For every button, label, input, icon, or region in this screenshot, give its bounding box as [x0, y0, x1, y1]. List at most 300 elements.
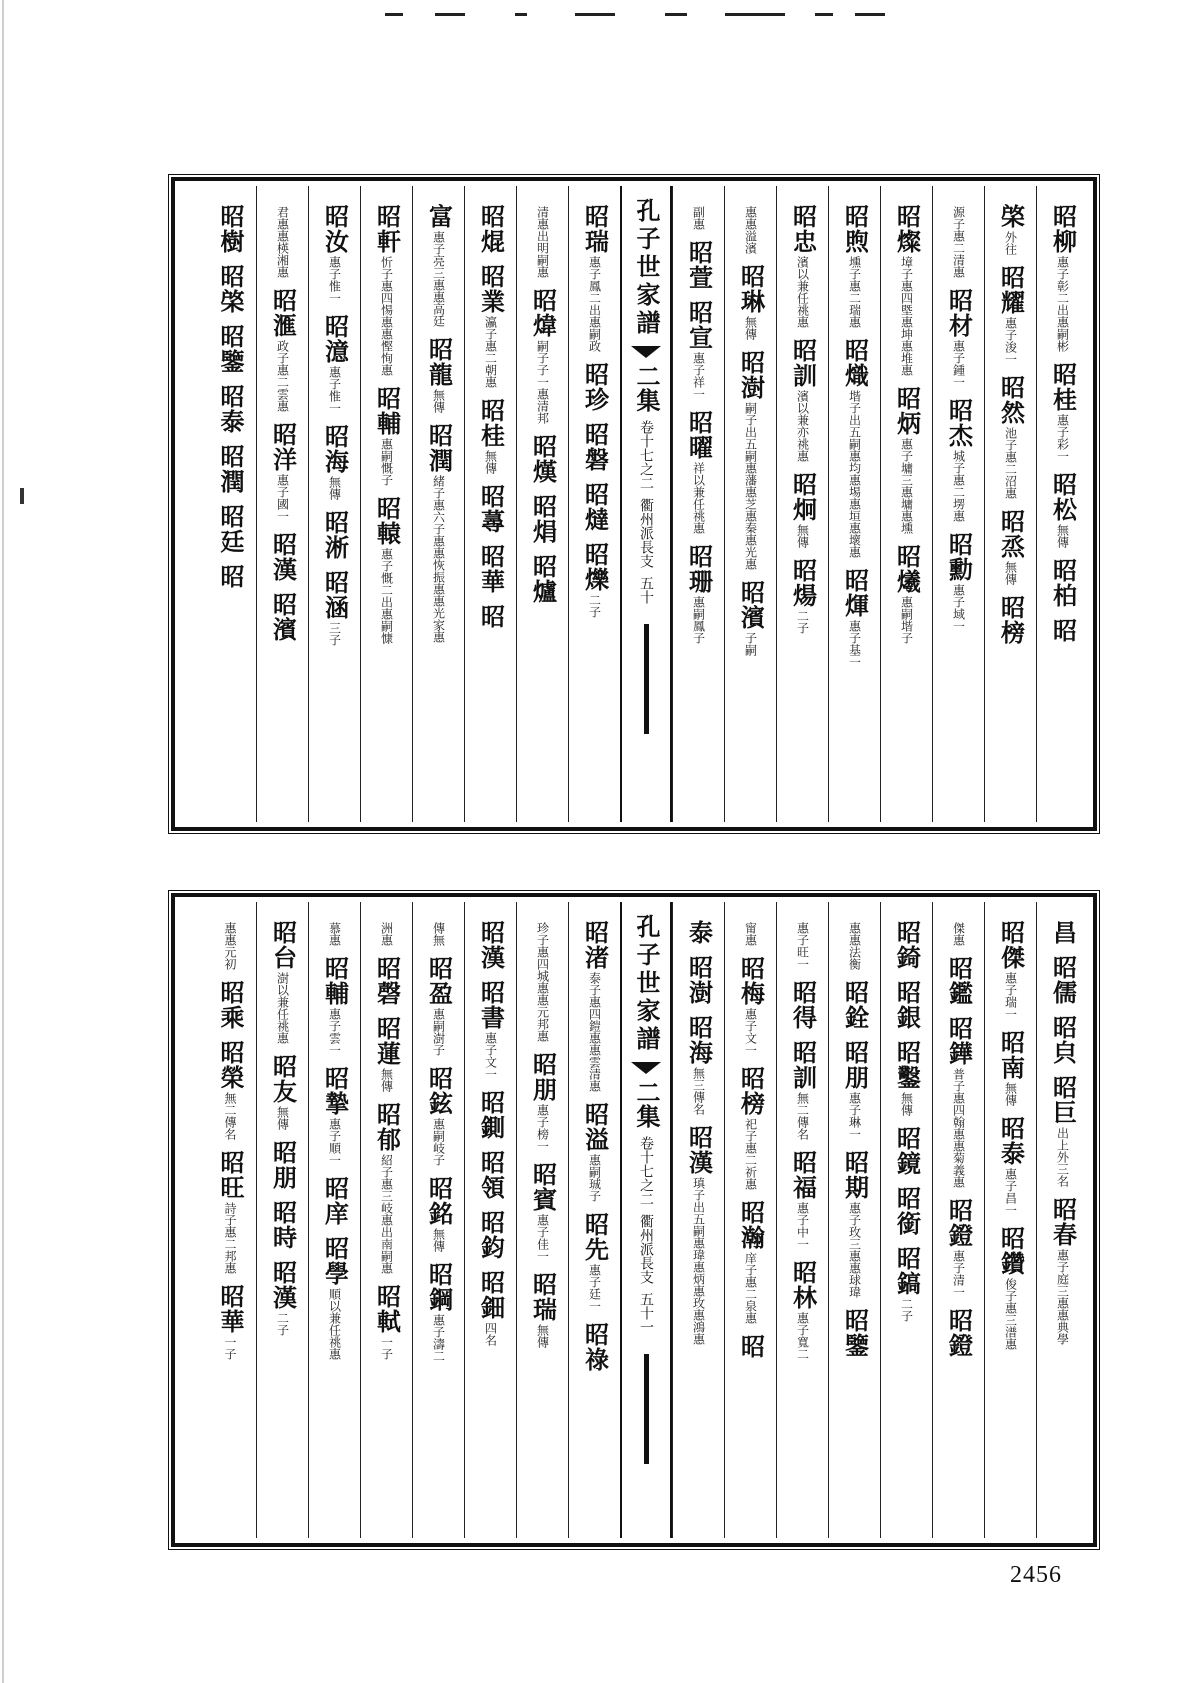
- person-name: 昭燦: [892, 204, 922, 254]
- person-name: 昭瑞: [580, 204, 610, 254]
- genealogy-column: [776, 186, 828, 822]
- person-entry: [270, 592, 296, 642]
- person-note: 惠子文一: [743, 1008, 758, 1056]
- person-name: 昭煒: [528, 288, 558, 338]
- person-entry: [426, 956, 452, 1056]
- person-note: 惠惠法衡: [847, 922, 862, 970]
- genealogy-column: [516, 186, 568, 822]
- person-entry: [998, 509, 1024, 585]
- person-name: 昭漢: [268, 1260, 298, 1310]
- person-entry: [894, 1246, 920, 1322]
- person-note: 嗣子子一惠清邦: [535, 340, 550, 424]
- person-note: 傑惠: [951, 922, 966, 946]
- book-title: 孔子世家譜: [632, 198, 661, 338]
- person-note: 出上外三名: [1055, 1127, 1070, 1187]
- person-name: 昭溢: [580, 1102, 610, 1152]
- person-name: 昭軒: [372, 204, 402, 254]
- person-name: 昭柏: [1048, 558, 1078, 608]
- person-entry: [270, 920, 296, 1044]
- person-note: 無傳: [795, 524, 810, 548]
- person-name: 昭炯: [788, 472, 818, 522]
- person-name: 昭琳: [736, 264, 766, 314]
- person-name: 昭龍: [424, 337, 454, 387]
- person-note: 君惠惠楧湘惠: [275, 206, 290, 278]
- person-name: 昭潤: [216, 444, 245, 494]
- genealogy-column: [412, 902, 464, 1538]
- person-entry: [894, 204, 920, 376]
- person-name: 昭泰: [216, 384, 245, 434]
- person-entry: [1050, 204, 1076, 352]
- genealogy-column: [568, 902, 620, 1538]
- person-entry: [478, 484, 504, 534]
- genealogy-panel-upper: [171, 177, 1097, 831]
- person-entry: [998, 204, 1024, 255]
- chapter-label: 卷十七之二: [638, 1136, 654, 1206]
- person-note: 瑱子出五嗣惠瑋惠炳惠玫惠鴻惠: [691, 1177, 706, 1345]
- person-note: 惠子琳一: [847, 1092, 862, 1140]
- person-name: 昭得: [788, 980, 818, 1030]
- genealogy-column: [464, 186, 516, 822]
- person-note: 無傳: [1003, 1082, 1018, 1106]
- person-note: 池子惠二沼惠: [1003, 427, 1018, 499]
- person-entry: [738, 956, 764, 1056]
- center-bar: [644, 624, 649, 734]
- person-entry: [217, 1040, 243, 1140]
- person-name: 昭熾: [840, 338, 870, 388]
- person-name: 昭鐙: [944, 1198, 974, 1248]
- person-note: 惠子旺一: [795, 922, 810, 970]
- person-entry: [738, 264, 764, 340]
- person-entry: [738, 580, 764, 656]
- center-bar: [644, 1354, 649, 1464]
- person-entry: [686, 410, 712, 534]
- person-entry: [322, 956, 348, 1056]
- person-name: 昭: [476, 604, 506, 629]
- person-name: 昭涵: [320, 570, 350, 620]
- person-entry: [478, 544, 504, 594]
- person-entry: [426, 423, 452, 643]
- fish-tail-mark: [631, 346, 661, 358]
- person-entry: [530, 554, 556, 604]
- page-number: 2456: [1010, 1562, 1062, 1588]
- person-name: 昭時: [268, 1200, 298, 1250]
- person-name: 昭鑒: [840, 1308, 870, 1358]
- person-name: 昭領: [476, 1150, 506, 1200]
- person-note: 政子惠二雲惠: [275, 340, 290, 412]
- person-name: 昭然: [996, 375, 1026, 425]
- genealogy-column: [724, 902, 776, 1538]
- person-name: 昭林: [788, 1260, 818, 1310]
- genealogy-column: [256, 186, 308, 822]
- person-note: 惠嗣鳳子: [691, 596, 706, 644]
- person-note: 慕惠: [327, 922, 342, 946]
- person-name: 昭友: [268, 1054, 298, 1104]
- person-entry: [894, 1186, 920, 1236]
- genealogy-column: [880, 902, 932, 1538]
- person-name: 昭銀: [892, 980, 922, 1030]
- person-entry: [217, 1284, 243, 1360]
- person-entry: [686, 240, 712, 290]
- person-entry: [374, 386, 400, 486]
- person-name: 昭汝: [320, 204, 350, 254]
- person-entry: [998, 595, 1024, 645]
- person-entry: [217, 564, 243, 589]
- person-name: 昭業: [476, 264, 506, 314]
- person-name: 昭轅: [372, 496, 402, 546]
- person-entry: [322, 424, 348, 500]
- person-note: 庠子惠二泉惠: [743, 1252, 758, 1324]
- person-name: 昭郁: [372, 1102, 402, 1152]
- person-note: 詩子惠二邦惠: [223, 1202, 237, 1274]
- person-entry: [536, 920, 550, 1042]
- genealogy-column: [1036, 186, 1088, 822]
- person-name: 昭柳: [1048, 204, 1078, 254]
- person-entry: [946, 288, 972, 388]
- person-note: 惠子寬二: [795, 1312, 810, 1360]
- person-note: 俊子惠三潽惠: [1003, 1278, 1018, 1350]
- person-note: 惠子祥一: [691, 352, 706, 400]
- person-entry: [790, 338, 816, 462]
- genealogy-column: [672, 902, 724, 1538]
- genealogy-column: [204, 186, 256, 822]
- person-entry: [796, 920, 810, 970]
- person-entry: [582, 1212, 608, 1312]
- person-name: 昭滙: [268, 288, 298, 338]
- person-note: 惠惠元初: [223, 922, 237, 970]
- genealogy-column: [724, 186, 776, 822]
- person-entry: [952, 204, 966, 278]
- person-entry: [322, 1176, 348, 1226]
- person-entry: [686, 955, 712, 1005]
- person-entry: [946, 1016, 972, 1188]
- person-entry: [270, 288, 296, 412]
- person-entry: [478, 398, 504, 474]
- scan-edge-line: [2, 0, 4, 1683]
- person-name: 昭賓: [528, 1162, 558, 1212]
- person-entry: [692, 204, 706, 230]
- person-name: 昭春: [1048, 1197, 1078, 1247]
- person-note: 惠子昌一: [1003, 1168, 1018, 1216]
- person-entry: [270, 1200, 296, 1250]
- generation-label: 五十: [638, 576, 654, 604]
- person-note: 惠子瑞一: [1003, 972, 1018, 1020]
- person-name: 昭鈿: [476, 1270, 506, 1320]
- person-name: 昭渚: [580, 920, 610, 970]
- person-name: 昭焆: [528, 494, 558, 544]
- person-name: 昭輔: [372, 386, 402, 436]
- person-note: 惠子濤二: [431, 1314, 446, 1362]
- person-note: 無傳: [1055, 524, 1070, 548]
- person-note: 墇子惠四塈惠坤惠堆惠: [899, 256, 914, 376]
- person-entry: [686, 1125, 712, 1345]
- person-name: 昭: [216, 564, 245, 589]
- person-entry: [374, 1284, 400, 1360]
- genealogy-column: [360, 186, 412, 822]
- person-name: 昭海: [684, 1015, 714, 1065]
- person-note: 無傳: [431, 389, 446, 413]
- person-name: 昭梅: [736, 956, 766, 1006]
- person-note: 惠嗣澍子: [431, 1008, 446, 1056]
- genealogy-panel-lower: [171, 893, 1097, 1547]
- person-name: 昭訓: [788, 338, 818, 388]
- person-entry: [946, 398, 972, 522]
- person-entry: [744, 204, 758, 254]
- person-entry: [582, 1322, 608, 1372]
- person-entry: [998, 375, 1024, 499]
- person-note: 清惠出明嗣惠: [535, 206, 550, 278]
- person-name: 昭杰: [944, 398, 974, 448]
- person-entry: [1050, 1075, 1076, 1187]
- person-note: 惠子雲一: [327, 1008, 342, 1056]
- person-entry: [1050, 920, 1076, 945]
- person-note: 外往: [1003, 231, 1018, 255]
- person-entry: [582, 362, 608, 412]
- person-entry: [432, 920, 446, 946]
- person-name: 昭鏵: [944, 1016, 974, 1066]
- person-entry: [426, 204, 452, 327]
- genealogy-column: [412, 186, 464, 822]
- person-note: 緒子惠六子惠惠恢振惠惠光家惠: [431, 475, 446, 643]
- person-note: 惠子文一: [483, 1032, 498, 1080]
- person-entry: [686, 544, 712, 644]
- person-note: 嗣子出五嗣惠藩惠芝惠秦惠光惠: [743, 402, 758, 570]
- top-cut-marks: [195, 10, 955, 18]
- genealogy-column: [880, 186, 932, 822]
- person-note: 甯惠: [743, 922, 758, 946]
- person-name: 昭澍: [684, 955, 714, 1005]
- person-note: 無傳: [327, 476, 342, 500]
- person-entry: [1050, 362, 1076, 462]
- person-note: 惠子彰二出惠嗣彬: [1055, 256, 1070, 352]
- person-entry: [530, 1162, 556, 1262]
- person-note: 惠子亮三惠惠高廷: [431, 231, 446, 327]
- person-name: 昭潤: [424, 423, 454, 473]
- person-note: 惠子清一: [951, 1250, 966, 1298]
- person-note: 一子: [379, 1336, 394, 1360]
- person-name: 昭瀚: [736, 1200, 766, 1250]
- person-note: 惠子彩一: [1055, 414, 1070, 462]
- person-note: 無傳: [535, 1324, 550, 1348]
- person-note: 四名: [483, 1322, 498, 1346]
- person-name: 泰: [684, 920, 714, 945]
- person-entry: [322, 314, 348, 414]
- person-entry: [946, 1198, 972, 1298]
- person-entry: [223, 920, 237, 970]
- person-name: 昭乘: [216, 980, 245, 1030]
- person-note: 惠子庭三惠惠典學: [1055, 1249, 1070, 1345]
- person-name: 昭榜: [996, 595, 1026, 645]
- person-entry: [842, 1040, 868, 1140]
- person-entry: [790, 1040, 816, 1140]
- fish-tail-mark: [631, 1062, 661, 1074]
- person-entry: [582, 422, 608, 472]
- person-entry: [374, 496, 400, 644]
- person-name: 昭榮: [216, 1040, 245, 1090]
- person-name: 昭鉉: [424, 1066, 454, 1116]
- person-entry: [1050, 558, 1076, 608]
- person-name: 昭福: [788, 1150, 818, 1200]
- person-name: 昭祿: [580, 1322, 610, 1372]
- person-name: 昭濱: [268, 592, 298, 642]
- person-entry: [790, 1260, 816, 1360]
- person-note: 無傳: [743, 316, 758, 340]
- person-entry: [842, 568, 868, 668]
- person-name: 昭榜: [736, 1066, 766, 1116]
- person-entry: [426, 337, 452, 413]
- person-entry: [270, 1260, 296, 1336]
- person-entry: [946, 1308, 972, 1358]
- person-entry: [478, 1270, 504, 1346]
- person-entry: [1050, 1015, 1076, 1065]
- person-note: 一子: [223, 1336, 237, 1360]
- person-name: 昭鐙: [944, 1308, 974, 1358]
- person-name: 昭炳: [892, 386, 922, 436]
- person-entry: [530, 288, 556, 424]
- person-name: 棨: [996, 204, 1026, 229]
- person-entry: [1050, 955, 1076, 1005]
- person-name: 昭摯: [320, 1066, 350, 1116]
- person-note: 無傳: [899, 1092, 914, 1116]
- person-entry: [998, 265, 1024, 365]
- person-name: 昭爔: [892, 544, 922, 594]
- person-note: 二子: [899, 1298, 914, 1322]
- branch-label: 衢州派長支: [638, 498, 654, 568]
- person-name: 昭爍: [580, 542, 610, 592]
- person-note: 紹子惠三岐惠出南嗣惠: [379, 1154, 394, 1274]
- person-name: 昭桂: [1048, 362, 1078, 412]
- person-entry: [582, 920, 608, 1092]
- person-note: 堦子出五嗣惠均惠埸惠垣惠壞惠: [847, 390, 862, 558]
- genealogy-column: [464, 902, 516, 1538]
- genealogy-column: [984, 902, 1036, 1538]
- person-name: 昭洋: [268, 422, 298, 472]
- person-name: 昭宣: [684, 300, 714, 350]
- person-note: 無三傳名: [691, 1067, 706, 1115]
- person-name: 昭煦: [840, 204, 870, 254]
- person-note: 城子惠二塄惠: [951, 450, 966, 522]
- person-entry: [686, 920, 712, 945]
- genealogy-column: [516, 902, 568, 1538]
- person-entry: [738, 1066, 764, 1190]
- center-title-column: [620, 186, 672, 822]
- person-name: 昭淅: [320, 510, 350, 560]
- panel-columns: [180, 902, 1088, 1538]
- person-name: 昭材: [944, 288, 974, 338]
- chapter-label: 卷十七之二: [638, 420, 654, 490]
- person-entry: [322, 204, 348, 304]
- person-entry: [478, 264, 504, 388]
- person-entry: [530, 1272, 556, 1348]
- person-note: 無二傳名: [223, 1092, 237, 1140]
- person-note: 惠子玫三惠惠球瑋: [847, 1202, 862, 1298]
- person-entry: [952, 920, 966, 946]
- person-name: 昭庠: [320, 1176, 350, 1226]
- person-name: 昭瑞: [528, 1272, 558, 1322]
- person-note: 順以兼任祧惠: [327, 1288, 342, 1360]
- person-name: 昭鑑: [944, 956, 974, 1006]
- person-name: 昭㒵: [1048, 1015, 1078, 1065]
- person-note: 三子: [327, 622, 342, 646]
- branch-label: 衢州派長支: [638, 1214, 654, 1284]
- person-name: 昭蕁: [476, 484, 506, 534]
- person-entry: [894, 980, 920, 1030]
- genealogy-column: [932, 186, 984, 822]
- person-note: 惠子榜一: [535, 1104, 550, 1152]
- person-name: 昭學: [320, 1236, 350, 1286]
- person-entry: [536, 204, 550, 278]
- person-entry: [270, 1140, 296, 1190]
- person-name: 昭珍: [580, 362, 610, 412]
- person-entry: [946, 532, 972, 632]
- person-entry: [1050, 472, 1076, 548]
- person-entry: [894, 920, 920, 970]
- person-entry: [270, 1054, 296, 1130]
- person-note: 惠嗣慨子: [379, 438, 394, 486]
- person-note: 無傳: [275, 1106, 290, 1130]
- person-note: 無傳: [431, 1228, 446, 1252]
- person-entry: [790, 472, 816, 548]
- person-note: 副惠: [691, 206, 706, 230]
- person-name: 昭熯: [528, 434, 558, 484]
- genealogy-column: [256, 902, 308, 1538]
- person-name: 昭漢: [476, 920, 506, 970]
- person-name: 昭忠: [788, 204, 818, 254]
- person-name: 昭期: [840, 1150, 870, 1200]
- person-name: 昭傑: [996, 920, 1026, 970]
- person-entry: [217, 384, 243, 434]
- person-name: 昭鎬: [892, 1246, 922, 1296]
- person-name: 昭烝: [996, 509, 1026, 559]
- person-name: 昭漢: [684, 1125, 714, 1175]
- genealogy-column: [932, 902, 984, 1538]
- genealogy-column: [308, 186, 360, 822]
- person-name: 昭松: [1048, 472, 1078, 522]
- person-entry: [276, 204, 290, 278]
- person-note: 瀛子惠二朝惠: [483, 316, 498, 388]
- person-entry: [790, 980, 816, 1030]
- person-entry: [744, 920, 758, 946]
- person-entry: [790, 1150, 816, 1250]
- person-note: 惠子國一: [275, 474, 290, 522]
- person-name: 昭輔: [320, 956, 350, 1006]
- person-entry: [217, 324, 243, 374]
- person-entry: [478, 920, 504, 970]
- person-name: 昭南: [996, 1030, 1026, 1080]
- person-name: 昭桂: [476, 398, 506, 448]
- person-name: 昭磬: [372, 956, 402, 1006]
- person-entry: [582, 204, 608, 352]
- person-name: 昭鑒: [216, 324, 245, 374]
- person-name: 昭鋼: [424, 1262, 454, 1312]
- person-entry: [374, 1102, 400, 1274]
- genealogy-column: [1036, 902, 1088, 1538]
- person-entry: [894, 1040, 920, 1116]
- genealogy-column: [984, 186, 1036, 822]
- person-name: 昭燵: [580, 482, 610, 532]
- person-name: 昭盈: [424, 956, 454, 1006]
- person-name: 昭漢: [268, 532, 298, 582]
- person-entry: [374, 956, 400, 1006]
- person-entry: [374, 1016, 400, 1092]
- person-name: 昭銓: [840, 980, 870, 1030]
- person-entry: [848, 920, 862, 970]
- person-entry: [686, 1015, 712, 1115]
- person-entry: [380, 920, 394, 946]
- person-entry: [582, 1102, 608, 1202]
- person-entry: [582, 482, 608, 532]
- person-note: 惠子鳳二出惠嗣政: [587, 256, 602, 352]
- person-note: 惠子佳一: [535, 1214, 550, 1262]
